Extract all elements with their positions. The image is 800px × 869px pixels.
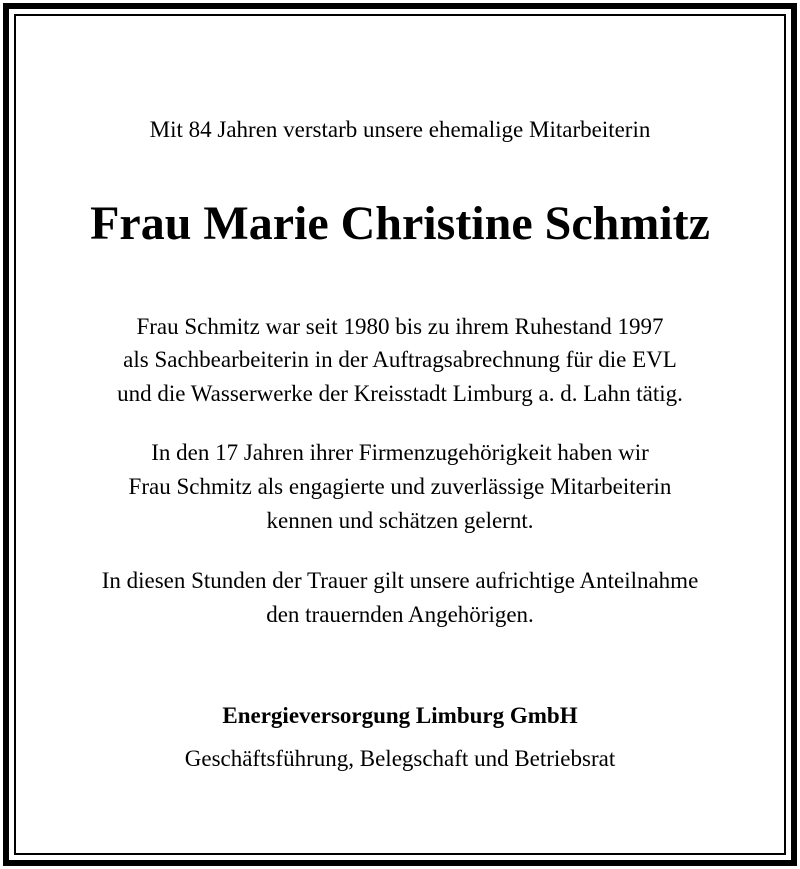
deceased-name: Frau Marie Christine Schmitz xyxy=(90,197,710,250)
paragraph-3-line-2: den trauernden Angehörigen. xyxy=(266,602,534,627)
paragraph-3-line-1: In diesen Stunden der Trauer gilt unsere aufrichtige Anteilnahme xyxy=(101,568,699,593)
paragraph-1-line-1: Frau Schmitz war seit 1980 bis zu ihrem Ruhestand 1997 xyxy=(136,314,664,339)
paragraph-2-line-1: In den 17 Jahren ihrer Firmenzugehörigkeit haben wir xyxy=(151,440,649,465)
paragraph-1-line-3: und die Wasserwerke der Kreisstadt Limburg a. d. Lahn tätig. xyxy=(117,381,683,406)
intro-text: Mit 84 Jahren verstarb unsere ehemalige Mitarbeiterin xyxy=(149,117,651,142)
obituary-notice xyxy=(16,16,784,853)
paragraph-1-line-2: als Sachbearbeiterin in der Auftragsabrechnung für die EVL xyxy=(123,347,677,372)
paragraph-2-line-3: kennen und schätzen gelernt. xyxy=(266,508,534,533)
signature-line: Geschäftsführung, Belegschaft und Betriebsrat xyxy=(184,746,616,771)
paragraph-2-line-2: Frau Schmitz als engagierte und zuverlässige Mitarbeiterin xyxy=(128,474,672,499)
company-name: Energieversorgung Limburg GmbH xyxy=(222,703,578,728)
